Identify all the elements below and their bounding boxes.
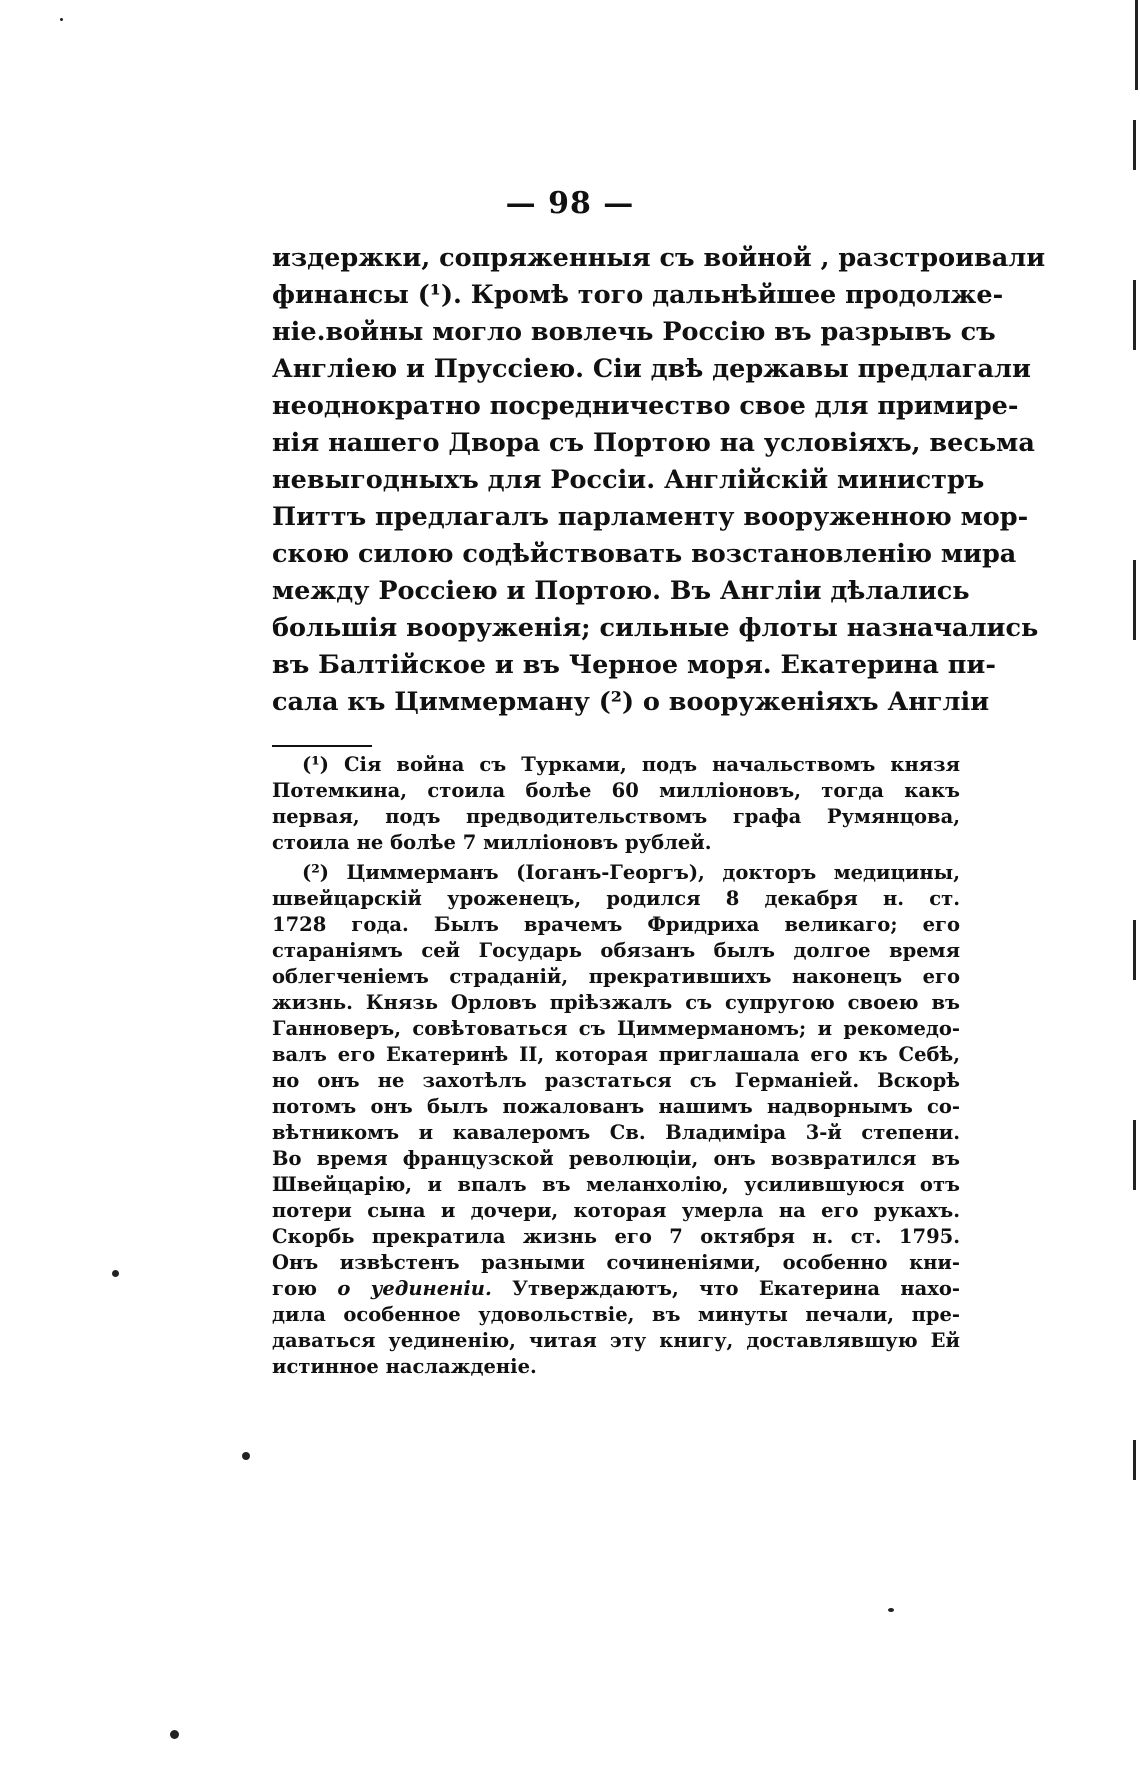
footnote-line: даваться уединенію, читая эту книгу, доставлявшую Ей [272,1329,960,1352]
footnote-line-italic [272,1276,960,1302]
scan-edge-mark [1133,1120,1136,1190]
scan-speck [60,18,63,21]
footnote-text: Утверждаютъ, что Екатерина нахо- [491,1277,960,1300]
footnote-line: (²) Циммерманъ (Іоганъ-Георгъ), докторъ медицины, [302,861,960,884]
footnote-2 [272,860,960,1380]
text-line: Питтъ предлагалъ парламенту вооруженною мор- [272,502,1029,532]
text-line: въ Балтійское и въ Черное моря. Екатерина пи- [272,650,996,680]
text-line: невыгодныхъ для Россіи. Англійскій министръ [272,465,985,495]
footnote-line: стоила не болѣе 7 милліоновъ рублей. [272,831,712,854]
scan-speck [888,1608,894,1612]
text-line: Англіею и Пруссіею. Сіи двѣ державы предлагали [272,354,1031,384]
footnote-line: Во время французской революціи, онъ возвратился въ [272,1147,960,1170]
text-line: нія нашего Двора съ Портою на условіяхъ, весьма [272,428,1035,458]
footnote-line: первая, подъ предводительствомъ графа Румянцова, [272,805,960,828]
text-line: издержки, сопряженныя съ войной , разстроивали [272,243,1046,273]
footnote-line: Потемкина, стоила болѣе 60 милліоновъ, тогда какъ [272,779,960,802]
footnote-line: потери сына и дочери, которая умерла на его рукахъ. [272,1199,960,1222]
text-line: ніе.войны могло вовлечь Россію въ разрывъ съ [272,317,996,347]
scan-edge-mark [1133,120,1136,170]
footnote-1 [272,752,960,856]
footnote-line: потомъ онъ былъ пожалованъ нашимъ надворнымъ со- [272,1095,960,1118]
footnote-line: стараніямъ сей Государь обязанъ былъ долгое время [272,939,960,962]
footnote-line: жизнь. Князь Орловъ пріѣзжалъ съ супругою своею въ [272,991,960,1014]
text-line: между Россіею и Портою. Въ Англіи дѣлались [272,576,970,606]
footnote-line: Скорбь прекратила жизнь его 7 октября н. ст. 1795. [272,1225,960,1248]
scan-speck [112,1270,119,1277]
text-line: сала къ Циммерману (²) о вооруженіяхъ Англіи [272,687,990,717]
scan-edge-mark [1133,560,1136,640]
text-line: финансы (¹). Кромѣ того дальнѣйшее продолже- [272,280,1004,310]
scan-edge-mark [1133,1440,1136,1480]
footnote-line: (¹) Сія война съ Турками, подъ начальствомъ князя [302,753,960,776]
footnote-line: вѣтникомъ и кавалеромъ Св. Владиміра 3-й степени. [272,1121,960,1144]
footnote-line: облегченіемъ страданій, прекратившихъ наконецъ его [272,965,960,988]
footnote-line: валъ его Екатеринѣ II, которая приглашала его къ Себѣ, [272,1043,960,1066]
footnote-line: Онъ извѣстенъ разными сочиненіями, особенно кни- [272,1251,960,1274]
footnotes [272,752,960,1384]
scan-edge-mark [1133,280,1136,350]
text-line: неоднократно посредничество свое для примире- [272,391,1019,421]
footnote-line: истинное наслажденіе. [272,1355,537,1378]
footnote-line: Ганноверъ, совѣтоваться съ Циммерманомъ; и рекомедо- [272,1017,960,1040]
main-text [272,240,1046,721]
footnote-divider [272,745,372,747]
footnote-line: 1728 года. Былъ врачемъ Фридриха великаго; его [272,913,960,936]
footnote-line: Швейцарію, и впалъ въ меланхолію, усилившуюся отъ [272,1173,960,1196]
page-number: — 98 — [505,186,635,221]
footnote-line: но онъ не захотѣлъ разстаться съ Германіей. Вскорѣ [272,1069,960,1092]
text-line: скою силою содѣйствовать возстановленію мира [272,539,1017,569]
footnote-line: швейцарскій уроженецъ, родился 8 декабря н. ст. [272,887,960,910]
scan-speck [242,1452,250,1460]
footnote-line: дила особенное удовольствіе, въ минуты печали, пре- [272,1303,960,1326]
text-line: большія вооруженія; сильные флоты назначались [272,613,1039,643]
book-title-italic: о уединеніи. [337,1277,492,1300]
scan-speck [170,1730,179,1739]
scan-edge-mark [1135,0,1138,90]
scan-edge-mark [1133,920,1136,980]
footnote-text: гою [272,1277,338,1300]
